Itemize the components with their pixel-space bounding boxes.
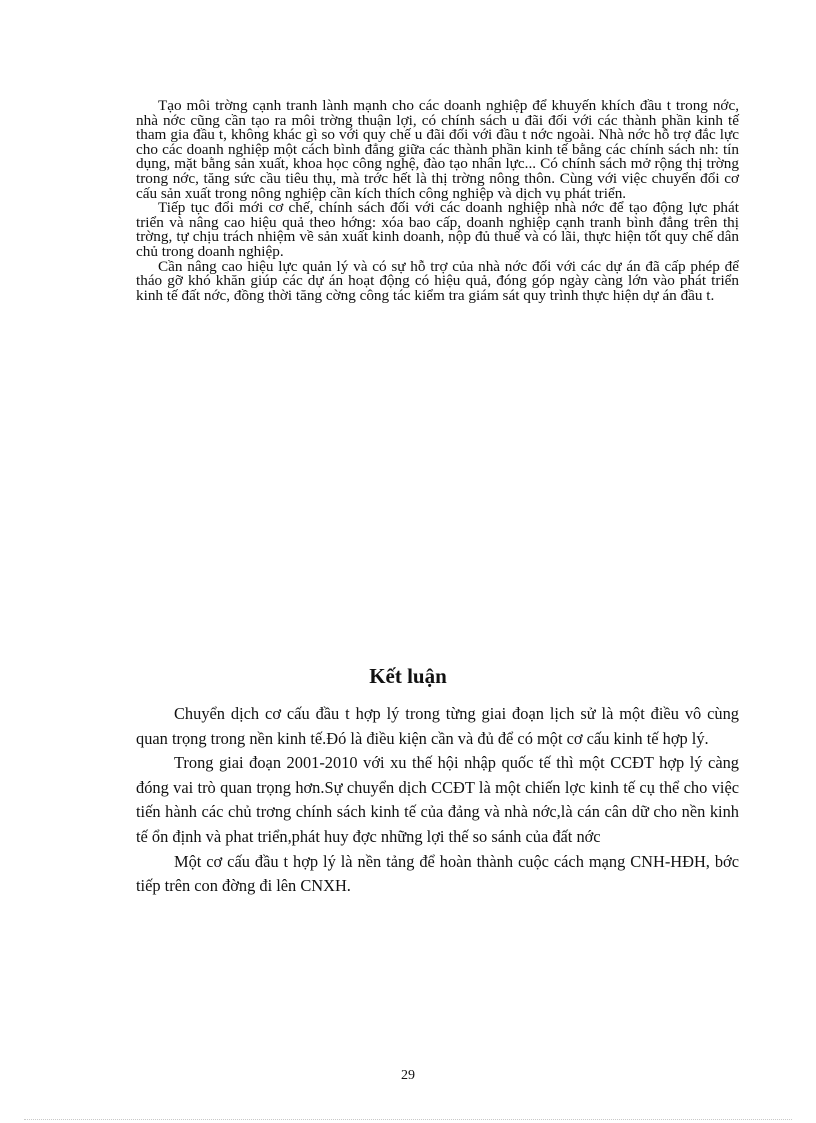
conclusion-paragraph-3: Một cơ cấu đầu t hợp lý là nền tảng để hoàn thành cuộc cách mạng CNH-HĐH, bớc tiếp trên con đờng đi lên CNXH. (136, 851, 739, 896)
conclusion-paragraph-1: Chuyển dịch cơ cấu đầu t hợp lý trong từng giai đoạn lịch sử là một điều vô cùng quan trọng trong nền kinh tế.Đó là điều kiện cần và đủ để có một cơ cấu kinh tế hợp lý. (136, 704, 739, 748)
body-text-section (136, 99, 739, 303)
page-number: 29 (401, 1068, 415, 1083)
paragraph-competition-environment: Tạo môi trờng cạnh tranh lành mạnh cho các doanh nghiệp để khuyến khích đầu t trong nớc, nhà nớc cũng cần tạo ra môi trờng thuận lợi, có chính sách u đãi đối với các thành phần kinh tế tham gia đầu t, không khác gì so với quy chế u đãi đối với đầu t nớc ngoài. Nhà nớc hỗ trợ đắc lực cho các doanh nghiệp một cách bình đẳng giữa các thành phần kinh tế bằng các chính sách nh: tín dụng, mặt bằng sản xuất, khoa học công nghệ, đào tạo nhân lực... Có chính sách mở rộng thị trờng trong nớc, tăng sức cầu tiêu thụ, mà trớc hết là thị trờng nông thôn. Cùng với việc chuyển đổi cơ cấu sản xuất trong nông nghiệp cần kích thích công nghiệp và dịch vụ phát triển. (136, 97, 739, 202)
conclusion-heading: Kết luận (369, 664, 447, 688)
paragraph-state-enterprise-reform: Tiếp tục đổi mới cơ chế, chính sách đối với các doanh nghiệp nhà nớc để tạo động lực phát triển và nâng cao hiệu quả theo hớng: xóa bao cấp, doanh nghiệp cạnh tranh bình đẳng trên thị trờng, tự chịu trách nhiệm về sản xuất kinh doanh, nộp đủ thuế và có lãi, thực hiện tốt quy chế dân chủ trong doanh nghiệp. (136, 199, 739, 260)
conclusion-section (136, 702, 739, 899)
footer-divider (24, 1119, 792, 1120)
conclusion-paragraph-2: Trong giai đoạn 2001-2010 với xu thế hội nhập quốc tế thì một CCĐT hợp lý càng đóng vai trò quan trọng hơn.Sự chuyển dịch CCĐT là một chiến lợc kinh tế cụ thể cho việc tiến hành các chủ trơng chính sách kinh tế của đảng và nhà nớc,là cán cân dữ cho nền kinh tế ổn định và phat triển,phát huy đợc những lợi thế so sánh của đất nớc (136, 753, 739, 846)
paragraph-management-efficiency: Cần nâng cao hiệu lực quản lý và có sự hỗ trợ của nhà nớc đối với các dự án đã cấp phép để tháo gỡ khó khăn giúp các dự án hoạt động có hiệu quả, đóng góp ngày càng lớn vào phát triển kinh tế đất nớc, đồng thời tăng cờng công tác kiểm tra giám sát quy trình thực hiện dự án đầu t. (136, 257, 739, 304)
